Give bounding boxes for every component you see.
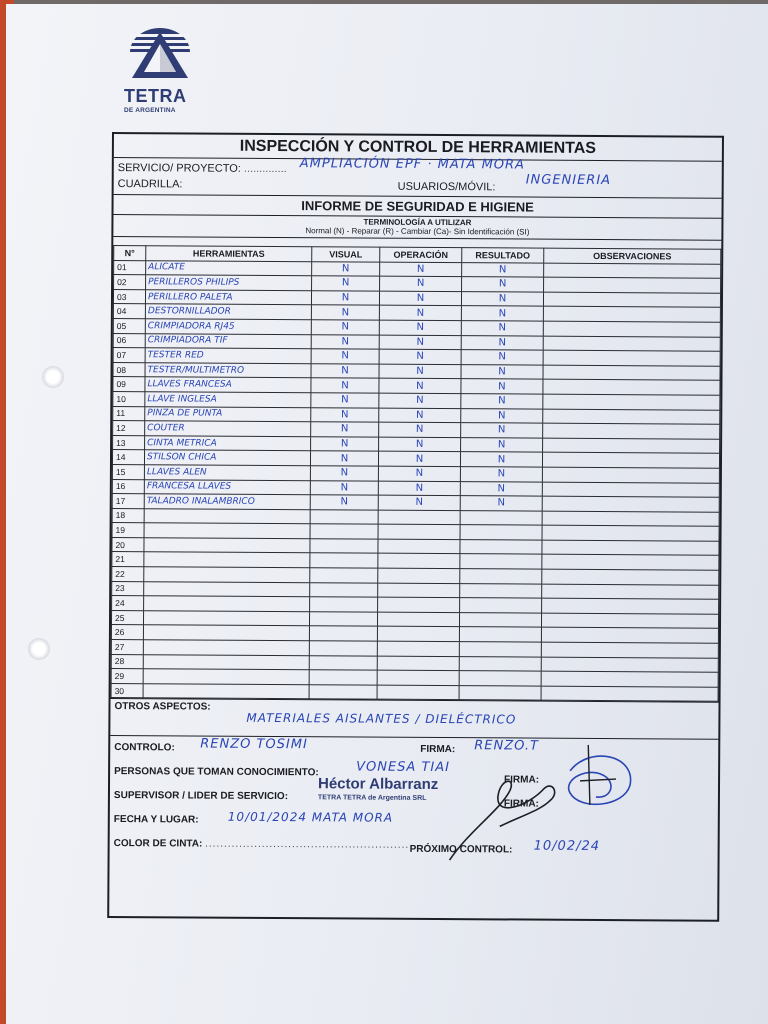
operacion-mark: N [378, 466, 460, 481]
firma-label: FIRMA: [420, 744, 456, 756]
resultado-mark: N [460, 496, 542, 511]
tool-name [143, 611, 309, 627]
operacion-mark: N [379, 306, 461, 321]
operacion-mark: N [378, 451, 460, 466]
fecha-label: FECHA Y LUGAR: [113, 814, 199, 826]
observacion-cell [543, 438, 720, 454]
visual-mark [310, 524, 378, 539]
tool-name [143, 684, 309, 700]
stamp-company: TETRA TETRA de Argentina SRL [317, 794, 427, 803]
visual-mark: N [310, 495, 378, 510]
operacion-mark: N [379, 291, 461, 306]
resultado-mark: N [461, 335, 543, 350]
resultado-mark: N [461, 306, 543, 321]
servicio-label: SERVICIO/ PROYECTO: [117, 162, 241, 175]
tool-name: FRANCESA LLAVES [144, 479, 310, 495]
row-number: 27 [111, 640, 143, 655]
visual-mark [309, 612, 377, 627]
tool-name [143, 640, 309, 656]
row-number: 11 [113, 406, 145, 421]
operacion-mark: N [378, 481, 460, 496]
resultado-mark [459, 627, 541, 642]
row-number: 13 [113, 435, 145, 450]
observacion-cell [542, 511, 719, 527]
firma2-label: FIRMA: [504, 774, 540, 787]
operacion-mark [378, 583, 460, 598]
visual-mark [310, 553, 378, 568]
visual-mark: N [311, 422, 379, 437]
observacion-cell [543, 394, 720, 410]
tool-name: CRIMPIADORA TIF [145, 333, 311, 349]
visual-mark: N [310, 480, 378, 495]
inspection-form [107, 132, 724, 922]
observacion-cell [542, 569, 719, 585]
tool-name: CRIMPIADORA RJ45 [145, 319, 311, 335]
resultado-mark: N [460, 452, 542, 467]
operacion-mark: N [379, 437, 461, 452]
tool-name [144, 508, 310, 524]
tool-name: LLAVES ALEN [144, 465, 310, 481]
operacion-mark [377, 641, 459, 656]
row-number: 06 [113, 333, 145, 348]
header-visual: VISUAL [312, 247, 380, 262]
observacion-cell [541, 642, 718, 658]
cuadrilla-label: CUADRILLA: [117, 178, 183, 191]
supervisor-stamp [317, 775, 439, 807]
row-number: 30 [111, 683, 143, 698]
row-number: 20 [112, 537, 144, 552]
visual-mark [310, 597, 378, 612]
visual-mark: N [310, 466, 378, 481]
observacion-cell [541, 671, 718, 687]
tool-name: PERILLEROS PHILIPS [146, 275, 312, 291]
row-number: 08 [113, 362, 145, 377]
observacion-cell [542, 598, 719, 614]
observacion-cell [542, 496, 719, 512]
controlo-value: RENZO TOSIMI [200, 736, 308, 753]
operacion-mark: N [379, 378, 461, 393]
row-number: 25 [111, 610, 143, 625]
visual-mark [309, 655, 377, 670]
row-number: 21 [112, 552, 144, 567]
controlo-label: CONTROLO: [114, 742, 175, 754]
tool-name: STILSON CHICA [144, 450, 310, 466]
tool-name [144, 523, 310, 539]
row-number: 12 [113, 421, 145, 436]
personas-label: PERSONAS QUE TOMAN CONOCIMIENTO: [114, 766, 319, 779]
operacion-mark: N [379, 349, 461, 364]
supervisor-label: SUPERVISOR / LIDER DE SERVICIO: [113, 790, 289, 803]
row-number: 15 [112, 464, 144, 479]
operacion-mark [378, 539, 460, 554]
resultado-mark [460, 540, 542, 555]
resultado-mark: N [461, 423, 543, 438]
fecha-value: 10/01/2024 MATA MORA [227, 810, 394, 826]
row-number: 10 [113, 391, 145, 406]
observacion-cell [543, 409, 720, 425]
row-number: 14 [112, 450, 144, 465]
visual-mark: N [311, 363, 379, 378]
observacion-cell [544, 277, 721, 293]
operacion-mark: N [380, 262, 462, 277]
tool-name: DESTORNILLADOR [145, 304, 311, 320]
tool-name: LLAVES FRANCESA [145, 377, 311, 393]
color-label: COLOR DE CINTA: [113, 838, 203, 850]
firma-value: RENZO.T [474, 738, 539, 755]
resultado-mark [460, 554, 542, 569]
tool-name [143, 625, 309, 641]
operacion-mark [378, 524, 460, 539]
proximo-value: 10/02/24 [533, 838, 601, 855]
resultado-mark [460, 569, 542, 584]
visual-mark: N [311, 349, 379, 364]
visual-mark: N [311, 334, 379, 349]
observacion-cell [542, 555, 719, 571]
observacion-cell [542, 584, 719, 600]
tool-name: LLAVE INGLESA [145, 392, 311, 408]
usuarios-label: USUARIOS/MÓVIL: [397, 180, 496, 194]
operacion-mark [378, 554, 460, 569]
row-number: 17 [112, 494, 144, 509]
operacion-mark [377, 656, 459, 671]
resultado-mark: N [462, 262, 544, 277]
servicio-value: AMPLIACIÓN EPF · MATA MORA [299, 156, 526, 173]
resultado-mark [460, 525, 542, 540]
resultado-mark: N [462, 277, 544, 292]
visual-mark: N [311, 393, 379, 408]
visual-mark: N [311, 305, 379, 320]
tool-name [143, 669, 309, 685]
resultado-mark [459, 656, 541, 671]
tool-name [144, 596, 310, 612]
row-number: 07 [113, 348, 145, 363]
operacion-mark [377, 685, 459, 700]
tetra-logo-icon [124, 26, 196, 84]
observacion-cell [543, 423, 720, 439]
signature-section [110, 735, 719, 860]
punch-hole [42, 366, 64, 388]
operacion-mark: N [379, 335, 461, 350]
operacion-mark [378, 510, 460, 525]
visual-mark [309, 641, 377, 656]
resultado-mark [460, 598, 542, 613]
visual-mark: N [312, 261, 380, 276]
tool-name [144, 552, 310, 568]
terminology-text: Normal (N) - Reparar (R) - Cambiar (Ca)- Sin Identificación (SI) [113, 225, 721, 241]
row-number: 01 [114, 260, 146, 275]
stamp-name: Héctor Albarranz [317, 775, 439, 794]
row-number: 23 [112, 581, 144, 596]
row-number: 09 [113, 377, 145, 392]
resultado-mark: N [461, 437, 543, 452]
observacion-cell [542, 467, 719, 483]
operacion-mark [377, 670, 459, 685]
logo-brand: TETRA [124, 86, 187, 106]
header-operacion: OPERACIÓN [380, 247, 462, 262]
usuarios-value: INGENIERIA [525, 172, 612, 189]
tool-name: COUTER [145, 421, 311, 437]
tool-name: ALICATE [146, 260, 312, 276]
visual-mark [309, 685, 377, 700]
form-title: INSPECCIÓN Y CONTROL DE HERRAMIENTAS [114, 134, 722, 162]
observacion-cell [543, 365, 720, 381]
tool-name: TESTER RED [145, 348, 311, 364]
resultado-mark [459, 642, 541, 657]
resultado-mark: N [461, 394, 543, 409]
form-subtitle: INFORME DE SEGURIDAD E HIGIENE [113, 194, 721, 219]
operacion-mark: N [379, 364, 461, 379]
tool-name: TESTER/MULTIMETRO [145, 362, 311, 378]
tool-name: TALADRO INALAMBRICO [144, 494, 310, 510]
resultado-mark [460, 583, 542, 598]
tool-name [144, 567, 310, 583]
punch-hole [28, 638, 50, 660]
cuadrilla-field [114, 172, 722, 196]
observacion-cell [543, 292, 720, 308]
header-resultado: RESULTADO [462, 248, 544, 263]
dotted-line: ...................................................... [205, 838, 410, 852]
observacion-cell [542, 540, 719, 556]
operacion-mark: N [379, 408, 461, 423]
observacion-cell [542, 452, 719, 468]
row-number: 26 [111, 625, 143, 640]
header-num: N° [114, 246, 146, 261]
observacion-cell [543, 336, 720, 352]
visual-mark: N [311, 378, 379, 393]
operacion-mark: N [379, 393, 461, 408]
visual-mark: N [312, 276, 380, 291]
dotted-line: .............. [243, 162, 287, 176]
operacion-mark [378, 568, 460, 583]
visual-mark [310, 568, 378, 583]
personas-value: VONESA TIAI [356, 759, 451, 776]
resultado-mark: N [461, 379, 543, 394]
resultado-mark [460, 510, 542, 525]
row-number: 24 [112, 596, 144, 611]
operacion-mark: N [380, 276, 462, 291]
observacion-cell [544, 263, 721, 279]
operacion-mark: N [379, 422, 461, 437]
resultado-mark [459, 685, 541, 700]
operacion-mark [377, 612, 459, 627]
observacion-cell [543, 321, 720, 337]
visual-mark: N [311, 320, 379, 335]
tool-name [144, 538, 310, 554]
resultado-mark [459, 671, 541, 686]
tools-table-body [111, 260, 721, 702]
row-number: 16 [112, 479, 144, 494]
otros-row [110, 699, 718, 727]
operacion-mark [377, 627, 459, 642]
firma3-label: FIRMA: [503, 798, 539, 811]
row-number: 18 [112, 508, 144, 523]
observacion-cell [541, 686, 718, 702]
row-number: 19 [112, 523, 144, 538]
visual-mark [310, 509, 378, 524]
visual-mark [310, 539, 378, 554]
otros-value: MATERIALES AISLANTES / DIELÉCTRICO [246, 711, 517, 727]
handwritten-signatures [440, 740, 641, 865]
visual-mark: N [311, 407, 379, 422]
observacion-cell [541, 657, 718, 673]
visual-mark: N [311, 436, 379, 451]
row-number: 03 [113, 289, 145, 304]
observacion-cell [543, 350, 720, 366]
observacion-cell [542, 525, 719, 541]
operacion-mark [378, 597, 460, 612]
resultado-mark: N [460, 467, 542, 482]
observacion-cell [541, 628, 718, 644]
tool-name [144, 581, 310, 597]
row-number: 05 [113, 318, 145, 333]
resultado-mark [459, 612, 541, 627]
visual-mark: N [310, 451, 378, 466]
row-number: 29 [111, 669, 143, 684]
resultado-mark: N [461, 408, 543, 423]
row-number: 02 [114, 275, 146, 290]
header-tools: HERRAMIENTAS [146, 246, 312, 262]
row-number: 04 [113, 304, 145, 319]
observacion-cell [542, 482, 719, 498]
row-number: 28 [111, 654, 143, 669]
terminology-title: TERMINOLOGÍA A UTILIZAR [363, 217, 472, 228]
proximo-label: PRÓXIMO CONTROL: [409, 844, 513, 856]
resultado-mark: N [461, 350, 543, 365]
resultado-mark: N [461, 321, 543, 336]
tools-table [111, 245, 722, 702]
otros-section [110, 698, 718, 727]
resultado-mark: N [461, 364, 543, 379]
otros-label: OTROS ASPECTOS: [114, 701, 211, 714]
operacion-mark: N [378, 495, 460, 510]
visual-mark [310, 582, 378, 597]
observacion-cell [541, 613, 718, 629]
visual-mark [309, 670, 377, 685]
visual-mark [309, 626, 377, 641]
tool-name: CINTA METRICA [145, 435, 311, 451]
visual-mark: N [311, 291, 379, 306]
operacion-mark: N [379, 320, 461, 335]
tool-name [143, 654, 309, 670]
header-observaciones: OBSERVACIONES [544, 248, 721, 264]
tetra-logo [124, 26, 200, 114]
tool-name: PERILLERO PALETA [145, 289, 311, 305]
observacion-cell [543, 379, 720, 395]
logo-tagline: DE ARGENTINA [124, 107, 176, 114]
resultado-mark: N [460, 481, 542, 496]
tool-name: PINZA DE PUNTA [145, 406, 311, 422]
observacion-cell [543, 307, 720, 323]
resultado-mark: N [461, 291, 543, 306]
row-number: 22 [112, 567, 144, 582]
